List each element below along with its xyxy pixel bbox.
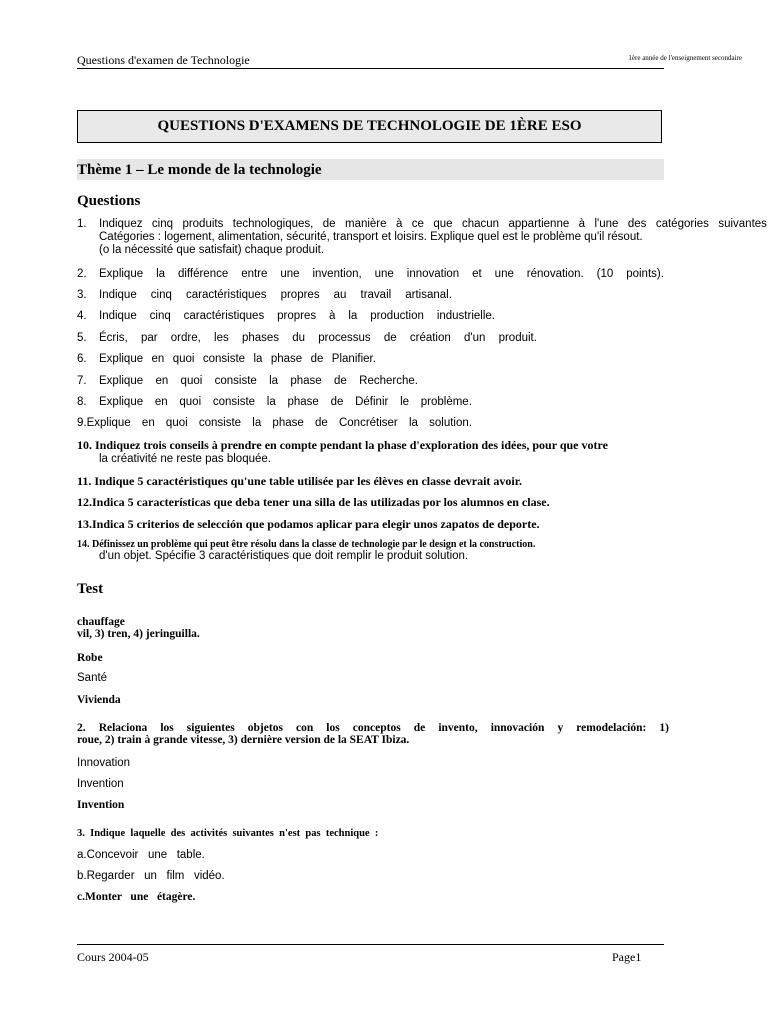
question-9-text	[77, 417, 472, 429]
word: une	[374, 268, 394, 280]
word: manière	[344, 218, 387, 230]
test-2-answer-3: Invention	[77, 799, 125, 811]
word: Relaciona	[98, 722, 148, 734]
word: création	[409, 332, 451, 344]
questions-heading: Questions	[77, 193, 141, 209]
word: consiste	[198, 417, 242, 429]
question-3	[77, 289, 452, 301]
word: par	[140, 332, 158, 344]
word: une	[280, 268, 300, 280]
question-2	[77, 268, 664, 280]
question-1-line1	[99, 218, 767, 230]
word: quoi	[179, 396, 202, 408]
question-2-number: 2.	[77, 268, 87, 280]
word: industrielle.	[436, 310, 495, 322]
word: de	[314, 417, 328, 429]
word: Explique	[99, 268, 144, 280]
question-4-text	[99, 310, 495, 322]
word: invention,	[312, 268, 362, 280]
question-10-line2: la créativité ne reste pas bloquée.	[99, 453, 271, 465]
test-1-answer-2: Santé	[77, 672, 108, 684]
word: caractéristiques	[185, 289, 267, 301]
test-3-option-c: c.Monter une étagère.	[77, 891, 196, 903]
question-11: 11. Indique 5 caractéristiques qu'une table utilisée par les élèves en classe devrait avoir.	[77, 474, 522, 488]
question-8-number: 8.	[77, 396, 87, 408]
word: los	[326, 722, 340, 734]
test-2-answer-2: Invention	[77, 778, 124, 790]
question-4	[77, 310, 495, 322]
theme-heading: Thème 1 – Le monde de la technologie	[77, 159, 664, 180]
word: processus	[318, 332, 371, 344]
word: des	[627, 218, 647, 230]
word: que	[433, 218, 453, 230]
word: Indique	[99, 310, 137, 322]
question-2-text	[99, 268, 664, 280]
word: Recherche.	[359, 375, 418, 387]
word: technologiques,	[232, 218, 314, 230]
question-1-line2: Catégories : logement, alimentation, sécurité, transport et loisirs. Explique quel est le problème qu'il résout.	[99, 231, 643, 243]
word: remodelación:	[576, 722, 647, 734]
word: Indique	[99, 289, 137, 301]
question-6-number: 6.	[77, 353, 87, 365]
header-divider	[77, 68, 664, 69]
word: entre	[241, 268, 268, 280]
word: la	[348, 310, 358, 322]
word: caractéristiques	[183, 310, 265, 322]
question-14	[77, 539, 535, 562]
word: propres	[277, 310, 317, 322]
word: de	[334, 375, 347, 387]
word: la	[253, 353, 263, 365]
word: Explique	[99, 375, 144, 387]
word: la	[252, 417, 262, 429]
word: le	[400, 396, 410, 408]
footer-left: Cours 2004-05	[77, 950, 149, 964]
word: en	[141, 417, 155, 429]
header-left: Questions d'examen de Technologie	[77, 53, 250, 67]
word: quoi	[172, 353, 195, 365]
word: catégories	[655, 218, 709, 230]
test-2-question	[77, 722, 669, 746]
word: produit.	[498, 332, 537, 344]
word: y	[557, 722, 564, 734]
word: Explique	[99, 396, 144, 408]
word: à	[578, 218, 586, 230]
word: différence	[177, 268, 229, 280]
test-1-question	[77, 616, 200, 640]
question-14-line1: 14. Définissez un problème qui peut être résolu dans la classe de technologie par le design et la construction.	[77, 539, 536, 550]
word: cinq	[150, 289, 172, 301]
question-7-number: 7.	[77, 375, 87, 387]
test-heading: Test	[77, 581, 104, 597]
test-3-question: 3. Indique laquelle des activités suivantes n'est pas technique :	[77, 828, 379, 839]
word: l'une	[594, 218, 619, 230]
page-number: Page1	[612, 950, 642, 964]
word: chacun	[461, 218, 500, 230]
word: Indiquez	[99, 218, 143, 230]
word: (10	[596, 268, 614, 280]
word: los	[160, 722, 174, 734]
word: ordre,	[170, 332, 201, 344]
word: de	[322, 218, 336, 230]
word: la	[266, 396, 276, 408]
word: consiste	[214, 375, 257, 387]
word: cinq	[149, 310, 171, 322]
word: en	[151, 353, 165, 365]
word: phase	[272, 417, 304, 429]
word: problème.	[420, 396, 472, 408]
question-12: 12.Indica 5 características que deba tener una silla de las utilizadas por los alumnos en clase.	[77, 495, 550, 509]
word: la	[269, 375, 279, 387]
word: con	[295, 722, 314, 734]
word: et	[472, 268, 482, 280]
word: d'un	[463, 332, 486, 344]
question-6-text	[99, 353, 376, 365]
word: à	[395, 218, 403, 230]
word: produits	[182, 218, 224, 230]
word: Écris,	[99, 332, 128, 344]
question-1-line3: (o la nécessité que satisfait) chaque produit.	[99, 244, 325, 256]
word: phase	[290, 375, 322, 387]
word: artisanal.	[405, 289, 452, 301]
word: au	[333, 289, 347, 301]
question-8-text	[99, 396, 472, 408]
question-4-number: 4.	[77, 310, 87, 322]
test-2-line1	[77, 722, 669, 734]
word: en	[155, 375, 169, 387]
word: travail	[360, 289, 392, 301]
word: de	[413, 722, 426, 734]
question-1	[77, 218, 767, 256]
question-10	[77, 438, 608, 465]
word: Explique	[99, 353, 144, 365]
word: Planifier.	[331, 353, 376, 365]
word: consiste	[212, 396, 256, 408]
footer-divider	[77, 944, 664, 945]
document-title: QUESTIONS D'EXAMENS DE TECHNOLOGIE DE 1ÈRE ESO	[77, 110, 662, 143]
question-9	[77, 417, 472, 429]
question-6	[77, 353, 376, 365]
question-14-line2: d'un objet. Spécifie 3 caractéristiques que doit remplir le produit solution.	[99, 550, 469, 562]
word: suivantes	[718, 218, 767, 230]
word: appartienne	[508, 218, 570, 230]
question-7	[77, 375, 418, 387]
word: 1)	[659, 722, 669, 734]
test-1-line1: chauffage	[77, 616, 125, 628]
word: points).	[626, 268, 664, 280]
test-3-option-b: b.Regarder un film vidéo.	[77, 870, 225, 882]
word: rénovation.	[526, 268, 584, 280]
word: objetos	[247, 722, 283, 734]
word: siguientes	[186, 722, 235, 734]
test-2-answer-1: Innovation	[77, 757, 131, 769]
test-3-option-a: a.Concevoir une table.	[77, 849, 205, 861]
word: la	[156, 268, 166, 280]
word: quoi	[165, 417, 188, 429]
word: les	[214, 332, 229, 344]
header-right: 1ère année de l'enseignement secondaire	[628, 54, 742, 62]
word: Définir	[355, 396, 389, 408]
question-5	[77, 332, 537, 344]
question-3-text	[99, 289, 452, 301]
word: solution.	[429, 417, 472, 429]
word: conceptos	[352, 722, 401, 734]
word: phase	[287, 396, 319, 408]
word: la	[408, 417, 418, 429]
word: invento,	[438, 722, 478, 734]
word: de	[383, 332, 397, 344]
question-13: 13.Indica 5 criterios de selección que podamos aplicar para elegir unos zapatos de deporte.	[77, 517, 540, 531]
test-1-line2: vil, 3) tren, 4) jeringuilla.	[77, 628, 200, 640]
question-3-number: 3.	[77, 289, 87, 301]
word: en	[154, 396, 168, 408]
word: innovation	[406, 268, 460, 280]
word: phase	[270, 353, 303, 365]
word: 2.	[77, 722, 86, 734]
word: Concrétiser	[338, 417, 398, 429]
word: consiste	[202, 353, 246, 365]
question-10-line1: 10. Indiquez trois conseils à prendre en compte pendant la phase d'exploration des idées, pour que votre	[77, 438, 608, 452]
word: ce	[411, 218, 424, 230]
test-2-line2: roue, 2) train à grande vitesse, 3) dernière version de la SEAT Ibiza.	[77, 734, 410, 746]
word: cinq	[151, 218, 174, 230]
question-8	[77, 396, 472, 408]
question-5-number: 5.	[77, 332, 87, 344]
word: de	[330, 396, 344, 408]
word: une	[494, 268, 514, 280]
word: de	[310, 353, 324, 365]
question-7-text	[99, 375, 418, 387]
word: du	[292, 332, 306, 344]
question-5-text	[99, 332, 537, 344]
word: quoi	[180, 375, 203, 387]
word: à	[329, 310, 336, 322]
question-1-number: 1.	[77, 218, 87, 230]
word: production	[370, 310, 424, 322]
word: propres	[280, 289, 320, 301]
word: 9.Explique	[77, 417, 131, 429]
test-1-answer-3: Vivienda	[77, 694, 121, 706]
word: phases	[241, 332, 280, 344]
test-1-answer-1: Robe	[77, 652, 103, 664]
word: innovación	[490, 722, 545, 734]
